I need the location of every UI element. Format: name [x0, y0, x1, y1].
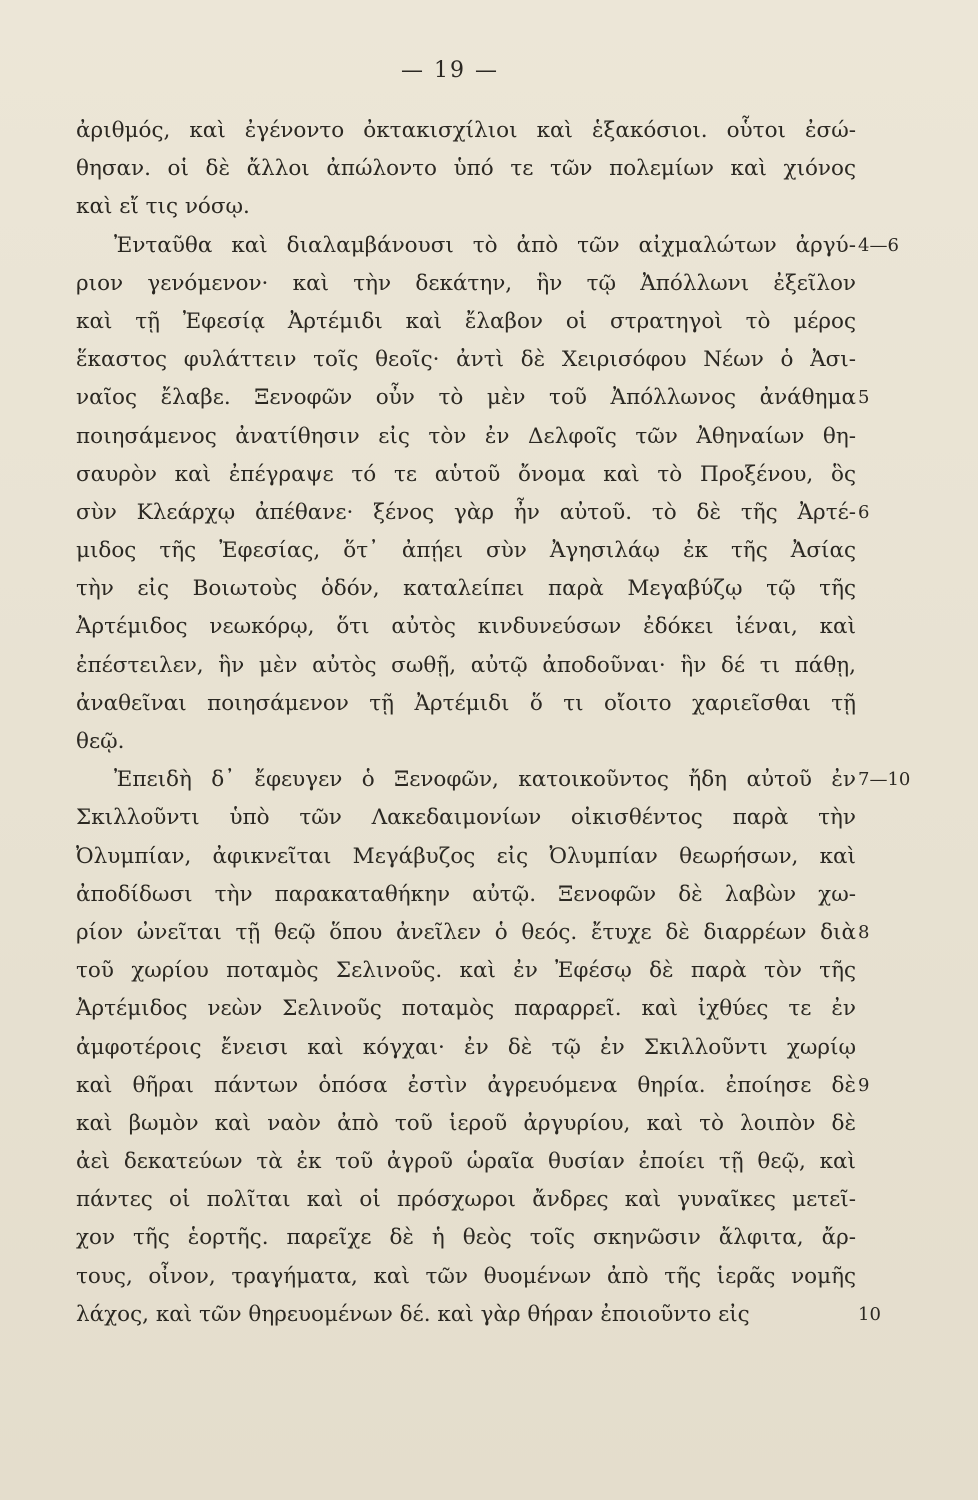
- text-line: [76, 1143, 856, 1181]
- margin-note: 4—6: [858, 234, 899, 256]
- line-text: καὶ τῇ Ἐφεσίᾳ Ἀρτέμιδι καὶ ἔλαβον οἱ στρατηγοὶ τὸ μέρος: [76, 308, 856, 334]
- line-text: τους, οἶνον, τραγήματα, καὶ τῶν θυομένων ἀπὸ τῆς ἱερᾶς νομῆς: [76, 1263, 856, 1289]
- text-line: [76, 188, 856, 226]
- line-text: Ἀρτέμιδος νεωκόρῳ, ὅτι αὐτὸς κινδυνεύσων ἐδόκει ἰέναι, καὶ: [76, 614, 856, 640]
- line-text: ἀποδίδωσι τὴν παρακαταθήκην αὐτῷ. Ξενοφῶν δὲ λαβὼν χω-: [76, 881, 856, 907]
- margin-note: 7—10: [858, 769, 911, 791]
- text-line: [76, 723, 856, 761]
- line-text: ἀναθεῖναι ποιησάμενον τῇ Ἀρτέμιδι ὅ τι οἴοιτο χαριεῖσθαι τῇ: [76, 690, 856, 716]
- line-text: Ὀλυμπίαν, ἀφικνεῖται Μεγάβυζος εἰς Ὀλυμπίαν θεωρήσων, καὶ: [76, 843, 856, 869]
- text-line: [76, 379, 870, 417]
- line-text: Ἐνταῦθα καὶ διαλαμβάνουσι τὸ ἀπὸ τῶν αἰχμαλώτων ἀργύ-: [114, 232, 856, 258]
- margin-note: 8: [858, 921, 870, 943]
- line-text: ἐπέστειλεν, ἣν μὲν αὐτὸς σωθῇ, αὐτῷ ἀποδοῦναι· ἣν δέ τι πάθῃ,: [76, 652, 856, 678]
- line-text: χον τῆς ἑορτῆς. παρεῖχε δὲ ἡ θεὸς τοῖς σκηνῶσιν ἄλφιτα, ἄρ-: [76, 1225, 856, 1251]
- text-line: [76, 1296, 881, 1334]
- line-text: ἀεὶ δεκατεύων τὰ ἐκ τοῦ ἀγροῦ ὡραῖα θυσίαν ἐποίει τῇ θεῷ, καὶ: [76, 1149, 856, 1175]
- text-line: [76, 1067, 870, 1105]
- text-line: [76, 799, 856, 837]
- text-line: [76, 494, 870, 532]
- line-text: ἀριθμός, καὶ ἐγένοντο ὀκτακισχίλιοι καὶ ἑξακόσιοι. οὗτοι ἐσώ-: [76, 118, 856, 143]
- text-line: [76, 112, 856, 150]
- line-text: λάχος, καὶ τῶν θηρευομένων δέ. καὶ γὰρ θήραν ἐποιοῦντο εἰς: [76, 1301, 750, 1327]
- text-line: [76, 1258, 856, 1296]
- line-text: μιδος τῆς Ἐφεσίας, ὅτ᾽ ἀπῄει σὺν Ἀγησιλάῳ ἐκ τῆς Ἀσίας: [76, 538, 856, 564]
- line-text: καὶ εἴ τις νόσῳ.: [76, 194, 250, 220]
- text-line: [76, 150, 856, 188]
- text-line: [76, 1029, 856, 1067]
- line-text: ρίον ὠνεῖται τῇ θεῷ ὅπου ἀνεῖλεν ὁ θεός. ἔτυχε δὲ διαρρέων διὰ: [76, 919, 856, 945]
- line-text: ριον γενόμενον· καὶ τὴν δεκάτην, ἣν τῷ Ἀπόλλωνι ἐξεῖλον: [76, 270, 856, 296]
- page-number: — 19 —: [401, 58, 499, 83]
- line-text: ναῖος ἔλαβε. Ξενοφῶν οὖν τὸ μὲν τοῦ Ἀπόλλωνος ἀνάθημα: [76, 385, 856, 411]
- text-line: [76, 685, 856, 723]
- text-line: [76, 990, 856, 1028]
- line-text: Ἐπειδὴ δ᾽ ἔφευγεν ὁ Ξενοφῶν, κατοικοῦντος ἤδη αὐτοῦ ἐν: [114, 767, 856, 793]
- text-line: [76, 227, 899, 265]
- line-text: τοῦ χωρίου ποταμὸς Σελινοῦς. καὶ ἐν Ἐφέσῳ δὲ παρὰ τὸν τῆς: [76, 958, 856, 984]
- margin-note: 6: [858, 501, 870, 523]
- text-line: [76, 761, 911, 799]
- line-text: τὴν εἰς Βοιωτοὺς ὁδόν, καταλείπει παρὰ Μεγαβύζῳ τῷ τῆς: [76, 576, 856, 602]
- text-block: [76, 112, 911, 1334]
- margin-note: 9: [858, 1074, 870, 1096]
- line-text: πάντες οἱ πολῖται καὶ οἱ πρόσχωροι ἄνδρες καὶ γυναῖκες μετεῖ-: [76, 1187, 856, 1213]
- text-line: [76, 838, 856, 876]
- text-line: [76, 265, 856, 303]
- line-text: καὶ θῆραι πάντων ὁπόσα ἐστὶν ἀγρευόμενα θηρία. ἐποίησε δὲ: [76, 1072, 856, 1098]
- text-line: [76, 570, 856, 608]
- text-line: [76, 341, 856, 379]
- text-line: [76, 647, 856, 685]
- line-text: Σκιλλοῦντι ὑπὸ τῶν Λακεδαιμονίων οἰκισθέντος παρὰ τὴν: [76, 805, 856, 831]
- line-text: ἕκαστος φυλάττειν τοῖς θεοῖς· ἀντὶ δὲ Χειρισόφου Νέων ὁ Ἀσι-: [76, 347, 856, 373]
- line-text: ἀμφοτέροις ἔνεισι καὶ κόγχαι· ἐν δὲ τῷ ἐν Σκιλλοῦντι χωρίῳ: [76, 1034, 856, 1060]
- margin-note: 5: [858, 387, 870, 409]
- line-text: σαυρὸν καὶ ἐπέγραψε τό τε αὑτοῦ ὄνομα καὶ τὸ Προξένου, ὃς: [76, 461, 856, 487]
- text-line: [76, 456, 856, 494]
- text-line: [76, 1105, 856, 1143]
- line-text: Ἀρτέμιδος νεὼν Σελινοῦς ποταμὸς παραρρεῖ. καὶ ἰχθύες τε ἐν: [76, 996, 856, 1022]
- line-text: θεῷ.: [76, 729, 125, 754]
- text-line: [76, 914, 870, 952]
- text-line: [76, 532, 856, 570]
- line-text: ποιησάμενος ἀνατίθησιν εἰς τὸν ἐν Δελφοῖς τῶν Ἀθηναίων θη-: [76, 423, 856, 449]
- line-text: θησαν. οἱ δὲ ἄλλοι ἀπώλοντο ὑπό τε τῶν πολεμίων καὶ χιόνος: [76, 156, 856, 182]
- text-line: [76, 876, 856, 914]
- line-text: σὺν Κλεάρχῳ ἀπέθανε· ξένος γὰρ ἦν αὐτοῦ. τὸ δὲ τῆς Ἀρτέ-: [76, 499, 856, 525]
- text-line: [76, 952, 856, 990]
- text-line: [76, 303, 856, 341]
- text-line: [76, 418, 856, 456]
- margin-note: 10: [858, 1303, 881, 1325]
- text-line: [76, 1181, 856, 1219]
- text-line: [76, 608, 856, 646]
- line-text: καὶ βωμὸν καὶ ναὸν ἀπὸ τοῦ ἱεροῦ ἀργυρίου, καὶ τὸ λοιπὸν δὲ: [76, 1110, 856, 1136]
- text-line: [76, 1219, 856, 1257]
